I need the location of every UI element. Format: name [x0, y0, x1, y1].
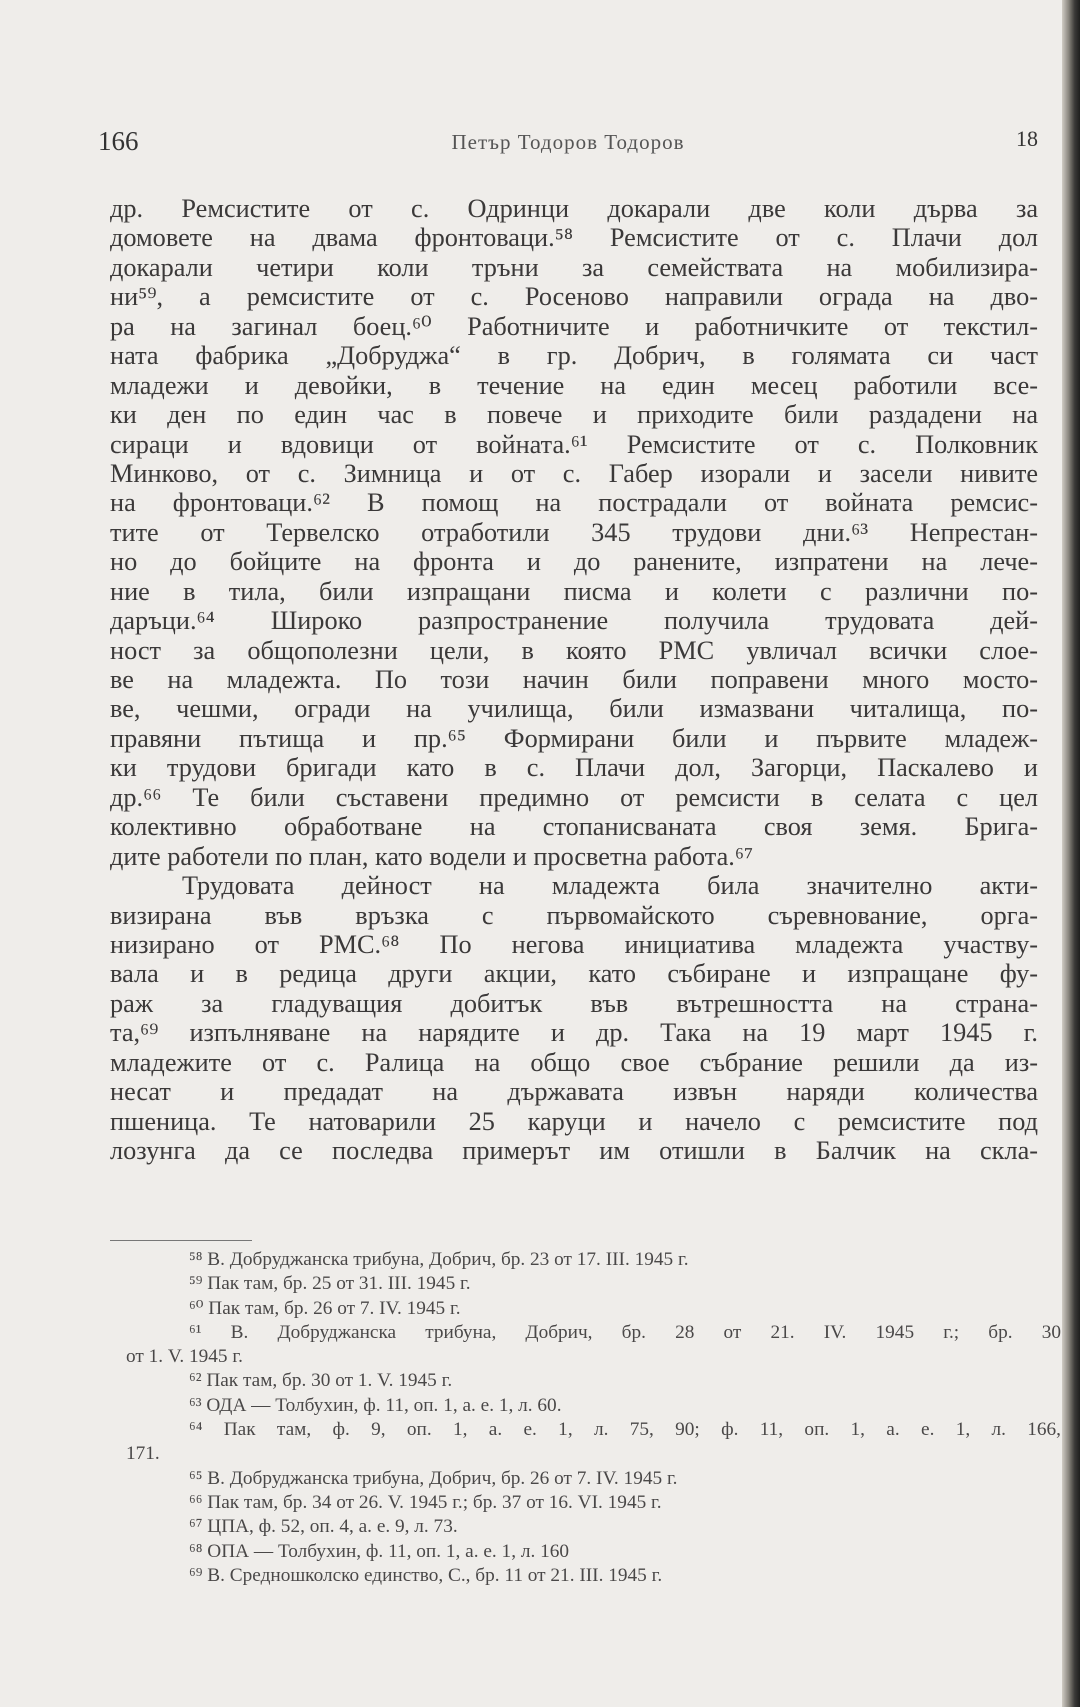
book-spine-edge	[1062, 0, 1080, 1707]
running-title: Петър Тодоров Тодоров	[451, 130, 685, 154]
text-line: ве на младежта. По този начин били поправени много мосто-	[110, 665, 1038, 694]
page-number: 166	[98, 126, 139, 156]
text-line: докарали четири коли тръни за семействата на мобилизира-	[110, 252, 1038, 282]
text-line: правяни пътища и пр.⁶⁵ Формирани били и първите младеж-	[110, 723, 1038, 753]
text-line: домовете на двама фронтоваци.⁵⁸ Ремсистите от с. Плачи дол	[110, 223, 1038, 253]
footnote: ⁶⁸ ОПА — Толбухин, ф. 11, оп. 1, а. е. 1, л. 160	[189, 1540, 570, 1562]
text-line: ната фабрика „Добруджа“ в гр. Добрич, в голямата си част	[110, 341, 1038, 371]
footnote: ⁶⁷ ЦПА, ф. 52, оп. 4, а. е. 9, л. 73.	[189, 1516, 458, 1538]
text-line: несат и предадат на държавата извън наряди количества	[110, 1077, 1038, 1107]
text-line: ки ден по един час в повече и приходите били раздадени на	[110, 400, 1038, 430]
text-line: др.⁶⁶ Те били съставени предимно от ремсисти в селата с цел	[110, 782, 1038, 812]
text-line: ни⁵⁹, а ремсистите от с. Росеново направили ограда на дво-	[110, 282, 1038, 312]
text-line: младежите от с. Ралица на общо свое събрание решили да из-	[110, 1047, 1038, 1077]
text-line: младежи и девойки, в течение на един месец работили все-	[110, 370, 1038, 400]
footnote: ⁶³ ОДА — Толбухин, ф. 11, оп. 1, а. е. 1, л. 60.	[189, 1394, 562, 1416]
footnote: ⁶⁵ В. Добруджанска трибуна, Добрич, бр. 26 от 7. IV. 1945 г.	[189, 1467, 678, 1489]
footnote: ⁶¹ В. Добруджанска трибуна, Добрич, бр. 28 от 21. IV. 1945 г.; бр. 30	[189, 1321, 1061, 1343]
text-line: но до бойците на фронта и до ранените, изпратени на лече-	[110, 547, 1038, 577]
footnote-rule	[110, 1240, 252, 1241]
footnote: ⁵⁸ В. Добруджанска трибуна, Добрич, бр. 23 от 17. III. 1945 г.	[189, 1249, 689, 1270]
footnote: ⁶⁶ Пак там, бр. 34 от 26. V. 1945 г.; бр. 37 от 16. VI. 1945 г.	[189, 1491, 662, 1513]
text-line: тите от Тервелско отработили 345 трудови дни.⁶³ Непрестан-	[110, 517, 1038, 547]
text-line: даръци.⁶⁴ Широко разпространение получила трудовата дей-	[110, 606, 1038, 636]
text-line: пшеница. Те натоварили 25 каруци и начело с ремсистите под	[110, 1106, 1038, 1136]
text-line: ки трудови бригади като в с. Плачи дол, Загорци, Паскалево и	[110, 753, 1038, 783]
text-line: ност за общополезни цели, в която РМС увличал всички слое-	[110, 635, 1038, 665]
text-line: дите работели по план, като водели и просветна работа.⁶⁷	[110, 841, 754, 871]
page-header	[98, 126, 1038, 162]
footnote-continuation: от 1. V. 1945 г.	[126, 1346, 243, 1368]
text-line: вала и в редица други акции, като събиране и изпращане фу-	[110, 959, 1038, 989]
text-line: ве, чешми, огради на училища, били измазвани читалища, по-	[110, 694, 1038, 724]
text-line: та,⁶⁹ изпълняване на нарядите и др. Така на 19 март 1945 г.	[110, 1018, 1038, 1048]
footnote: ⁶⁹ В. Средношколско единство, С., бр. 11 от 21. III. 1945 г.	[189, 1564, 663, 1586]
signature-mark: 18	[1016, 126, 1038, 151]
text-line: на фронтоваци.⁶² В помощ на пострадали от войната ремсис-	[110, 488, 1038, 518]
footnote: ⁵⁹ Пак там, бр. 25 от 31. III. 1945 г.	[189, 1273, 471, 1295]
text-line-paragraph-start: Трудовата дейност на младежта била значително акти-	[182, 871, 1038, 901]
text-line: Минково, от с. Зимница и от с. Габер изорали и засели нивите	[110, 458, 1038, 488]
footnote: ⁶⁴ Пак там, ф. 9, оп. 1, а. е. 1, л. 75, 90; ф. 11, оп. 1, а. е. 1, л. 166,	[189, 1419, 1061, 1441]
footnotes	[126, 1248, 1061, 1588]
text-line: лозунга да се последва примерът им отишли в Балчик на скла-	[110, 1136, 1038, 1165]
text-line: сираци и вдовици от войната.⁶¹ Ремсистите от с. Полковник	[110, 429, 1038, 459]
body-text	[110, 194, 1038, 1165]
text-line: ние в тила, били изпращани писма и колети с различни по-	[110, 576, 1038, 606]
text-line: низирано от РМС.⁶⁸ По негова инициатива младежта участву-	[110, 929, 1038, 959]
footnote-continuation: 171.	[126, 1443, 160, 1465]
text-line: ра на загинал боец.⁶⁰ Работничите и работничките от текстил-	[110, 311, 1038, 341]
text-line: раж за гладуващия добитък във вътрешността на страна-	[110, 988, 1038, 1018]
text-line: колективно обработване на стопанисваната своя земя. Брига-	[110, 812, 1038, 842]
text-line: др. Ремсистите от с. Одринци докарали две коли дърва за	[110, 194, 1038, 223]
footnote: ⁶² Пак там, бр. 30 от 1. V. 1945 г.	[189, 1370, 453, 1392]
text-line: визирана във връзка с първомайското съревнование, орга-	[110, 900, 1038, 930]
footnote: ⁶⁰ Пак там, бр. 26 от 7. IV. 1945 г.	[189, 1297, 461, 1319]
